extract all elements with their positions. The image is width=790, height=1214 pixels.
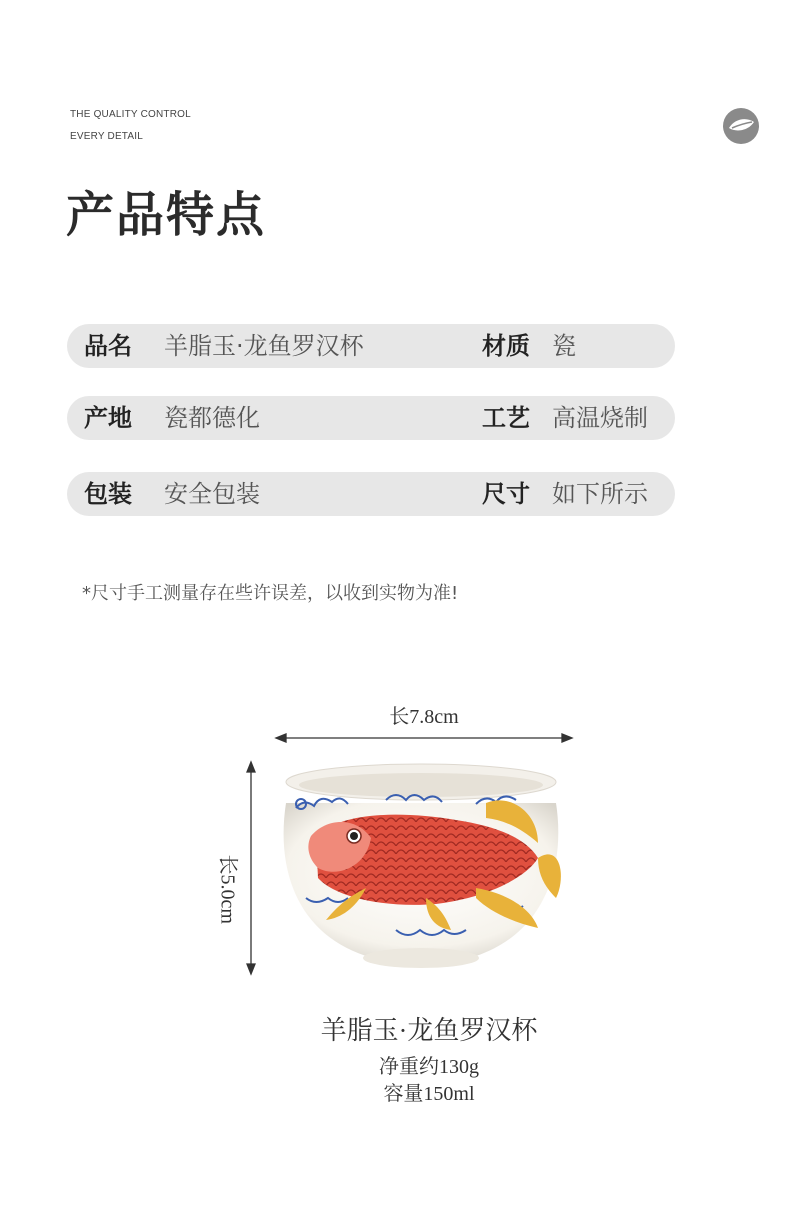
spec-key-craft: 工艺 bbox=[482, 404, 530, 432]
spec-key-name: 品名 bbox=[84, 332, 132, 360]
measurement-note: *尺寸手工测量存在些许误差，以收到实物为准! bbox=[82, 583, 459, 604]
spec-value-size: 如下所示 bbox=[552, 480, 648, 508]
spec-value-material: 瓷 bbox=[552, 332, 576, 360]
tagline-every-detail: EVERY DETAIL bbox=[70, 131, 143, 142]
spec-value-craft: 高温烧制 bbox=[552, 404, 648, 432]
height-dimension-label: 长5.0cm bbox=[216, 854, 239, 924]
tagline-quality-control: THE QUALITY CONTROL bbox=[70, 109, 191, 120]
page-title: 产品特点 bbox=[66, 187, 267, 243]
height-arrow bbox=[247, 762, 255, 974]
width-dimension-label: 长7.8cm bbox=[389, 706, 459, 728]
spec-value-origin: 瓷都德化 bbox=[164, 404, 260, 432]
product-name-caption: 羊脂玉·龙鱼罗汉杯 bbox=[320, 1016, 538, 1045]
spec-key-size: 尺寸 bbox=[482, 480, 530, 508]
spec-value-name: 羊脂玉·龙鱼罗汉杯 bbox=[164, 332, 364, 360]
spec-key-origin: 产地 bbox=[84, 404, 132, 432]
product-capacity: 容量150ml bbox=[383, 1083, 475, 1105]
spec-key-package: 包装 bbox=[84, 480, 132, 508]
spec-value-package: 安全包装 bbox=[164, 480, 260, 508]
fish-cup-image bbox=[276, 758, 566, 973]
product-weight: 净重约130g bbox=[379, 1056, 479, 1078]
width-arrow bbox=[276, 734, 572, 742]
spec-key-material: 材质 bbox=[482, 332, 530, 360]
